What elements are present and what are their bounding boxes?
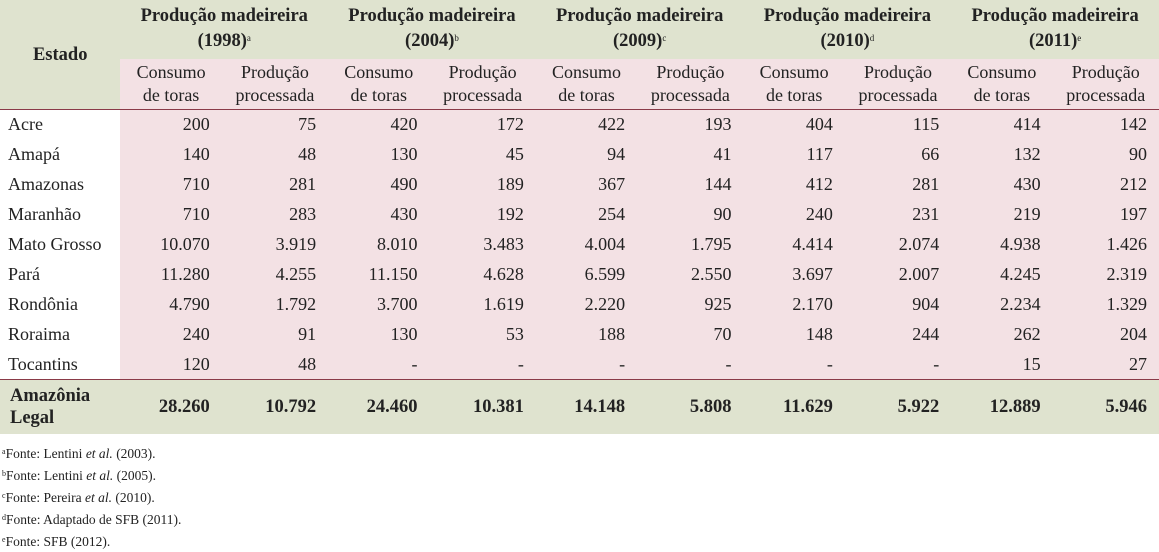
- state-name: Rondônia: [0, 289, 120, 319]
- table-cell: 48: [222, 349, 328, 379]
- sub-header-line: de toras: [350, 85, 408, 105]
- group-title: Produção madeireira: [140, 6, 308, 26]
- sub-header-line: Produção: [448, 62, 517, 82]
- state-name: Mato Grosso: [0, 230, 120, 260]
- table-cell: 262: [951, 319, 1052, 349]
- footnote-text: Fonte: Adaptado de SFB (2011).: [6, 512, 182, 528]
- table-cell: 189: [429, 170, 535, 200]
- table-row: [0, 140, 1159, 170]
- table-cell: 144: [637, 170, 743, 200]
- table-cell: 197: [1053, 200, 1159, 230]
- table-cell: 420: [328, 110, 429, 140]
- table-cell: 1.619: [429, 289, 535, 319]
- sub-header-log-consumption: [951, 59, 1052, 110]
- table-cell: 142: [1053, 110, 1159, 140]
- state-name: Acre: [0, 110, 120, 140]
- group-title: Produção madeireira: [348, 6, 516, 26]
- table-cell: 710: [120, 170, 221, 200]
- footnote-text: Fonte: Lentini: [6, 468, 87, 484]
- table-cell: 204: [1053, 319, 1159, 349]
- footnotes: [0, 442, 1159, 552]
- table-body: [0, 110, 1159, 380]
- table-cell: 2.550: [637, 259, 743, 289]
- table-cell: 48: [222, 140, 328, 170]
- table-cell: 1.795: [637, 230, 743, 260]
- group-year: (2004): [405, 31, 455, 51]
- table-cell: 115: [845, 110, 951, 140]
- sub-header-line: Produção: [1071, 62, 1140, 82]
- state-name: Amapá: [0, 140, 120, 170]
- footnote-text: Fonte: SFB (2012).: [5, 534, 111, 550]
- table-cell: 3.919: [222, 230, 328, 260]
- table-cell: 140: [120, 140, 221, 170]
- sub-header-line: de toras: [765, 85, 823, 105]
- table-cell: 904: [845, 289, 951, 319]
- table-cell: 925: [637, 289, 743, 319]
- table-cell: 3.483: [429, 230, 535, 260]
- footnote: [2, 442, 1159, 464]
- table-cell: -: [328, 349, 429, 379]
- state-column-header: Estado: [0, 0, 120, 110]
- table-cell: 120: [120, 349, 221, 379]
- group-year: (2010): [820, 31, 870, 51]
- table-cell: 11.150: [328, 259, 429, 289]
- table-cell: 412: [744, 170, 845, 200]
- table-cell: 193: [637, 110, 743, 140]
- sub-header-line: Produção: [864, 62, 933, 82]
- table-row: [0, 349, 1159, 379]
- footnote-text: Fonte: Lentini: [5, 446, 86, 462]
- table-cell: 430: [951, 170, 1052, 200]
- state-name: Pará: [0, 259, 120, 289]
- table-cell: 75: [222, 110, 328, 140]
- table-cell: 130: [328, 140, 429, 170]
- sub-header-log-consumption: [536, 59, 637, 110]
- table-cell: 281: [222, 170, 328, 200]
- table-cell: 6.599: [536, 259, 637, 289]
- table-cell: 1.329: [1053, 289, 1159, 319]
- table-cell: 10.070: [120, 230, 221, 260]
- footnote-mark: b: [2, 469, 6, 479]
- table-cell: 94: [536, 140, 637, 170]
- table-cell: 1.792: [222, 289, 328, 319]
- table-row: [0, 170, 1159, 200]
- footnote: [2, 464, 1159, 486]
- table-header: [0, 0, 1159, 110]
- footnote-mark: e: [2, 535, 6, 545]
- table-cell: 4.790: [120, 289, 221, 319]
- footnote-text-end: (2010).: [112, 490, 155, 506]
- table-cell: 130: [328, 319, 429, 349]
- group-header-1: [328, 0, 536, 59]
- table-cell: 4.414: [744, 230, 845, 260]
- group-note-mark: e: [1077, 33, 1082, 43]
- table-cell: 414: [951, 110, 1052, 140]
- sub-header-line: Produção: [656, 62, 725, 82]
- table-row: [0, 200, 1159, 230]
- total-cell: 28.260: [120, 380, 221, 435]
- table-row: [0, 259, 1159, 289]
- table-cell: 254: [536, 200, 637, 230]
- state-name: Maranhão: [0, 200, 120, 230]
- table-cell: 2.007: [845, 259, 951, 289]
- total-row-label: [0, 380, 120, 435]
- table-cell: 2.220: [536, 289, 637, 319]
- sub-header-processed-production: [1053, 59, 1159, 110]
- table-cell: 404: [744, 110, 845, 140]
- table-cell: 8.010: [328, 230, 429, 260]
- group-year: (2009): [613, 31, 663, 51]
- total-cell: 24.460: [328, 380, 429, 435]
- sub-header-processed-production: [429, 59, 535, 110]
- total-cell: 5.946: [1053, 380, 1159, 435]
- table-cell: 240: [120, 319, 221, 349]
- table-cell: 244: [845, 319, 951, 349]
- table-cell: 192: [429, 200, 535, 230]
- table-cell: 490: [328, 170, 429, 200]
- table-cell: 3.697: [744, 259, 845, 289]
- sub-header-line: de toras: [973, 85, 1031, 105]
- sub-header-line: Consumo: [759, 62, 829, 82]
- table-cell: 4.004: [536, 230, 637, 260]
- sub-header-line: Consumo: [344, 62, 414, 82]
- table-cell: 240: [744, 200, 845, 230]
- sub-header-line: Consumo: [136, 62, 206, 82]
- table-row: [0, 110, 1159, 140]
- table-cell: 41: [637, 140, 743, 170]
- group-header-4: [951, 0, 1159, 59]
- footnote-mark: a: [2, 447, 6, 457]
- sub-header-processed-production: [222, 59, 328, 110]
- total-cell: 12.889: [951, 380, 1052, 435]
- sub-header-line: processada: [235, 85, 315, 105]
- state-name: Amazonas: [0, 170, 120, 200]
- table-cell: 4.245: [951, 259, 1052, 289]
- footnote-text-end: (2005).: [113, 468, 156, 484]
- sub-header-line: processada: [443, 85, 523, 105]
- total-cell: 11.629: [744, 380, 845, 435]
- group-note-mark: c: [662, 33, 667, 43]
- footnote: [2, 508, 1159, 530]
- group-year: (1998): [197, 31, 247, 51]
- total-cell: 14.148: [536, 380, 637, 435]
- table-cell: 231: [845, 200, 951, 230]
- table-cell: 27: [1053, 349, 1159, 379]
- total-cell: 5.808: [637, 380, 743, 435]
- sub-header-log-consumption: [120, 59, 221, 110]
- table-row: [0, 319, 1159, 349]
- sub-header-line: processada: [650, 85, 730, 105]
- footnote-italic: et al.: [85, 446, 113, 462]
- sub-header-line: de toras: [142, 85, 200, 105]
- table-cell: 15: [951, 349, 1052, 379]
- group-header-3: [744, 0, 952, 59]
- table-cell: 148: [744, 319, 845, 349]
- footnote-italic: et al.: [85, 490, 113, 506]
- sub-header-processed-production: [637, 59, 743, 110]
- table-cell: 117: [744, 140, 845, 170]
- group-title: Produção madeireira: [555, 6, 724, 26]
- table-row: [0, 289, 1159, 319]
- table-cell: 367: [536, 170, 637, 200]
- table-cell: 2.170: [744, 289, 845, 319]
- total-label-line2: Legal: [10, 408, 55, 429]
- group-title: Produção madeireira: [971, 6, 1139, 26]
- table-cell: 710: [120, 200, 221, 230]
- table-cell: -: [429, 349, 535, 379]
- table-cell: -: [845, 349, 951, 379]
- total-cell: 10.792: [222, 380, 328, 435]
- table-cell: 11.280: [120, 259, 221, 289]
- table-cell: 422: [536, 110, 637, 140]
- footnote: [2, 530, 1159, 552]
- table-cell: -: [637, 349, 743, 379]
- table-cell: 90: [637, 200, 743, 230]
- total-label-line1: Amazônia: [10, 386, 91, 407]
- table-cell: 172: [429, 110, 535, 140]
- state-name: Roraima: [0, 319, 120, 349]
- table-cell: 91: [222, 319, 328, 349]
- table-cell: 219: [951, 200, 1052, 230]
- sub-header-processed-production: [845, 59, 951, 110]
- table-cell: 281: [845, 170, 951, 200]
- sub-header-line: Produção: [240, 62, 309, 82]
- table-cell: 66: [845, 140, 951, 170]
- footnote-italic: et al.: [86, 468, 114, 484]
- sub-header-log-consumption: [328, 59, 429, 110]
- footnote-mark: d: [2, 513, 6, 523]
- table-cell: 4.255: [222, 259, 328, 289]
- total-cell: 10.381: [429, 380, 535, 435]
- table-cell: 283: [222, 200, 328, 230]
- table-cell: 4.938: [951, 230, 1052, 260]
- group-note-mark: d: [869, 33, 875, 43]
- table-cell: 132: [951, 140, 1052, 170]
- sub-header-line: Consumo: [967, 62, 1037, 82]
- group-note-mark: b: [454, 33, 459, 43]
- group-header-0: [120, 0, 328, 59]
- table-cell: 212: [1053, 170, 1159, 200]
- total-row: [0, 380, 1159, 435]
- total-cell: 5.922: [845, 380, 951, 435]
- table-cell: 53: [429, 319, 535, 349]
- table-cell: 200: [120, 110, 221, 140]
- group-title: Produção madeireira: [763, 6, 932, 26]
- sub-header-line: de toras: [558, 85, 615, 105]
- footnote: [2, 486, 1159, 508]
- group-year: (2011): [1028, 31, 1078, 51]
- table-total: [0, 380, 1159, 435]
- sub-header-line: Consumo: [551, 62, 621, 82]
- table-cell: -: [536, 349, 637, 379]
- table-cell: 70: [637, 319, 743, 349]
- state-name: Tocantins: [0, 349, 120, 379]
- table-cell: 430: [328, 200, 429, 230]
- footnote-mark: c: [2, 491, 6, 501]
- table-cell: 2.319: [1053, 259, 1159, 289]
- sub-header-line: processada: [1066, 85, 1146, 105]
- footnote-text: Fonte: Pereira: [5, 490, 86, 506]
- table-cell: 2.234: [951, 289, 1052, 319]
- table-row: [0, 230, 1159, 260]
- table-cell: 1.426: [1053, 230, 1159, 260]
- group-header-2: [536, 0, 744, 59]
- table-cell: 188: [536, 319, 637, 349]
- table-cell: -: [744, 349, 845, 379]
- table-cell: 90: [1053, 140, 1159, 170]
- table-cell: 2.074: [845, 230, 951, 260]
- table-cell: 3.700: [328, 289, 429, 319]
- table-cell: 45: [429, 140, 535, 170]
- footnote-text-end: (2003).: [112, 446, 156, 462]
- group-note-mark: a: [246, 33, 251, 43]
- table-cell: 4.628: [429, 259, 535, 289]
- sub-header-line: processada: [858, 85, 938, 105]
- sub-header-log-consumption: [744, 59, 845, 110]
